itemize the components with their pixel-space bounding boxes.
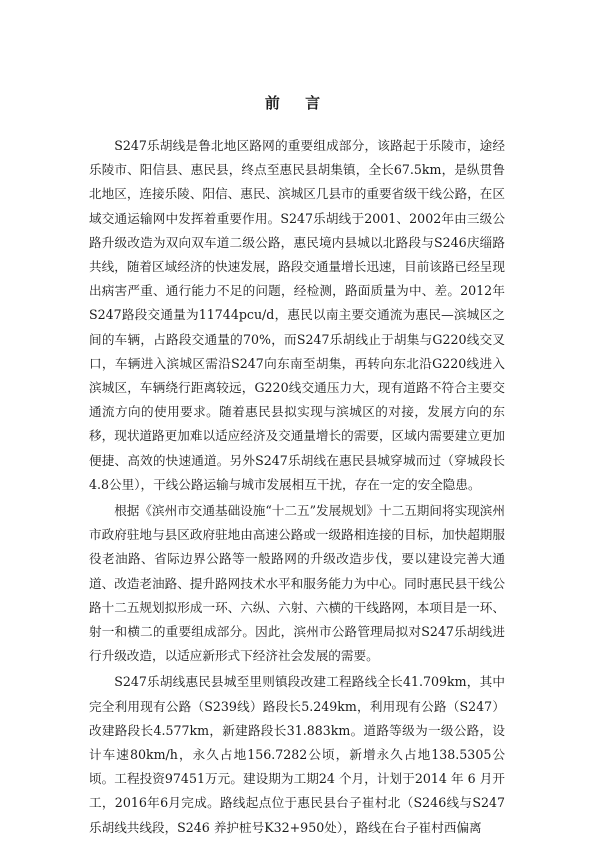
paragraph-1: S247乐胡线是鲁北地区路网的重要组成部分，该路起于乐陵市，途经乐陵市、阳信县、惠民县，终点至惠民县胡集镇，全长67.5km，是纵贯鲁北地区，连接乐陵、阳信、惠民、滨城区几县市的重要省级干线公路，在区域交通运输网中发挥着重要作用。S247乐胡线于2001、2002年由三级公路升级改造为双向双车道二级公路，惠民境内县城以北路段与S246庆缁路共线，随着区域经济的快速发展，路段交通量增长迅速，目前该路已经呈现出病害严重、通行能力不足的问题，经检测，路面质量为中、差。2012年S247路段交通量为11744pcu/d，惠民以南主要交通流为惠民—滨城区之间的车辆，占路段交通量的70%，而S247乐胡线止于胡集与G220线交叉口，车辆进入滨城区需沿S247向东南至胡集，再转向东北沿G220线进入滨城区，车辆绕行距离较远，G220线交通压力大，现有道路不符合主要交通流方向的使用要求。随着惠民县拟实现与滨城区的对接，发展方向的东移，现状道路更加难以适应经济及交通量增长的需要，区域内需要建立更加便捷、高效的快速通道。另外S247乐胡线在惠民县城穿城而过（穿城段长4.8公里），干线公路运输与城市发展相互干扰，存在一定的安全隐患。 bbox=[89, 138, 505, 492]
paragraph-2: 根据《滨州市交通基础设施“十二五”发展规划》十二五期间将实现滨州市政府驻地与县区政府驻地由高速公路或一级路相连接的目标，加快超期服役老油路、省际边界公路等一般路网的升级改造步伐，要以建设完善大通道、改造老油路、提升路网技术水平和服务能力为中心。同时惠民县干线公路十二五规划拟形成一环、六纵、六射、六横的干线路网，本项目是一环、射一和横二的重要组成部分。因此，滨州市公路管理局拟对S247乐胡线进行升级改造，以适应新形式下经济社会发展的需要。 bbox=[89, 503, 505, 664]
body-text bbox=[89, 134, 505, 842]
page-title: 前 言 bbox=[264, 94, 331, 112]
paragraph-3: S247乐胡线惠民县城至里则镇段改建工程路线全长41.709km，其中完全利用现有公路（S239线）路段长5.249km，利用现有公路（S247）改建路段长4.577km，新建路段长31.883km。道路等级为一级公路，设计车速80km/h，永久占地156.7282公顷，新增永久占地138.5305公顷。工程投资97451万元。建设期为工期24 个月，计划于2014 年 6 月开工，2016年6月完成。路线起点位于惠民县台子崔村北（S246线与S247 乐胡线共线段，S246 养护桩号K32+950处），路线在台子崔村西偏离 bbox=[89, 674, 505, 835]
